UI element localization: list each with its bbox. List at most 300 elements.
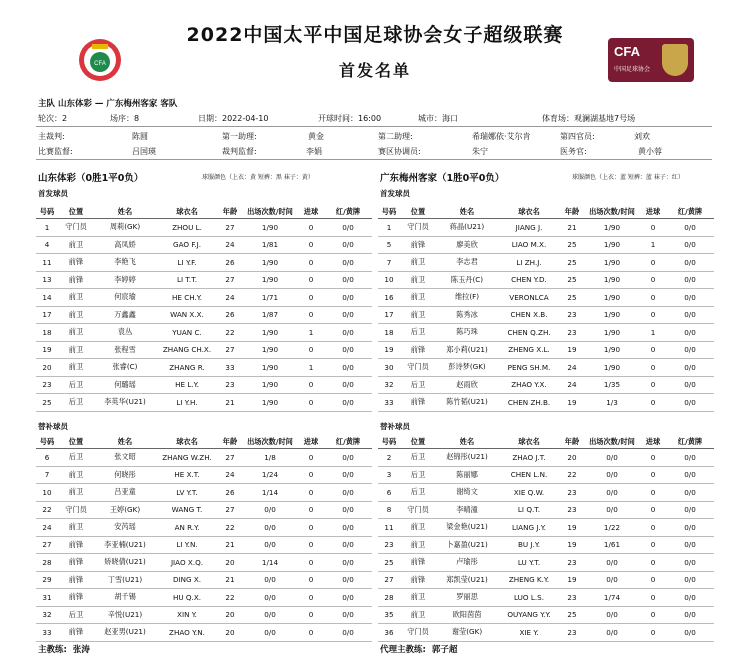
- col-jersey-name: WAN X.X.: [156, 306, 218, 324]
- table-row: [378, 501, 714, 519]
- col-goals: 0: [298, 571, 324, 589]
- col-jersey-name: JIAO X.Q.: [156, 554, 218, 572]
- col-name: 丁雪(U21): [94, 571, 156, 589]
- col-apps: 1/90: [242, 254, 298, 272]
- col-jersey-name: XIN Y.: [156, 606, 218, 624]
- col-name: 郑小莉(U21): [436, 341, 498, 359]
- col-goals: 0: [298, 484, 324, 502]
- col-goals: 0: [640, 394, 666, 412]
- table-row: [378, 589, 714, 607]
- col-age: 23: [560, 324, 584, 342]
- col-apps: 1/90: [242, 341, 298, 359]
- col-apps: 1/90: [242, 376, 298, 394]
- col-apps: 0/0: [584, 624, 640, 642]
- col-jersey-name: HE CH.Y.: [156, 289, 218, 307]
- col-position: 前卫: [400, 606, 436, 624]
- col-cards: 0/0: [666, 236, 714, 254]
- col-apps: 0/0: [242, 624, 298, 642]
- col-number: 6: [378, 484, 400, 502]
- away-coach-name: 郭子超: [431, 645, 458, 655]
- col-cards: 0/0: [666, 306, 714, 324]
- home-away-line: 主队 山东体彩 — 广东梅州客家 客队: [38, 99, 178, 109]
- table-row: [36, 341, 372, 359]
- col-apps: 1/90: [242, 271, 298, 289]
- col-goals-header: 进球: [298, 206, 324, 219]
- col-number: 28: [36, 554, 58, 572]
- table-row: [36, 606, 372, 624]
- table-row: [378, 536, 714, 554]
- col-jersey-name: XIE Y.: [498, 624, 560, 642]
- col-cards: 0/0: [324, 359, 372, 377]
- col-cards: 0/0: [666, 589, 714, 607]
- col-apps: 1/90: [584, 306, 640, 324]
- col-apps: 0/0: [584, 554, 640, 572]
- col-cards: 0/0: [666, 554, 714, 572]
- col-goals: 0: [298, 519, 324, 537]
- page-title: 2022中国太平中国足球协会女子超级联赛: [186, 24, 564, 46]
- col-name: 卜嘉盈(U21): [436, 536, 498, 554]
- col-name: 陈秀冰: [436, 306, 498, 324]
- table-row: [378, 571, 714, 589]
- date-info: 日期：2022-04-10: [198, 114, 269, 123]
- col-age: 27: [218, 449, 242, 467]
- col-goals: 0: [640, 449, 666, 467]
- col-name: 李志君: [436, 254, 498, 272]
- home-starters-label: 首发球员: [38, 189, 68, 198]
- col-age: 23: [560, 484, 584, 502]
- col-apps: 0/0: [242, 571, 298, 589]
- col-position: 前卫: [58, 484, 94, 502]
- col-goals: 0: [640, 306, 666, 324]
- col-apps: 0/0: [584, 501, 640, 519]
- col-number: 27: [378, 571, 400, 589]
- kickoff-info: 开球时间：16:00: [318, 114, 382, 123]
- col-position: 前锋: [58, 554, 94, 572]
- col-cards: 0/0: [324, 484, 372, 502]
- col-cards: 0/0: [666, 466, 714, 484]
- col-name: 王婷(GK): [94, 501, 156, 519]
- table-row: [36, 289, 372, 307]
- col-age: 27: [218, 341, 242, 359]
- col-name: 李亚楠(U21): [94, 536, 156, 554]
- col-name-header: 姓名: [436, 206, 498, 219]
- col-name: 李晴潼: [436, 501, 498, 519]
- col-position: 后卫: [400, 376, 436, 394]
- col-name: 张睿(C): [94, 359, 156, 377]
- ar1-label: 第一助理:: [222, 132, 257, 141]
- col-number: 29: [36, 571, 58, 589]
- col-name: 卢瑜彤: [436, 554, 498, 572]
- col-cards: 0/0: [324, 271, 372, 289]
- col-position: 前锋: [400, 394, 436, 412]
- col-age: 27: [218, 219, 242, 237]
- home-kit-colors: 球服颜色（上衣：黄 短裤：黑 袜子：黄）: [202, 174, 314, 181]
- col-cards: 0/0: [666, 394, 714, 412]
- table-row: [378, 394, 714, 412]
- col-goals: 0: [298, 271, 324, 289]
- col-goals: 0: [298, 306, 324, 324]
- col-age: 26: [218, 254, 242, 272]
- col-name: 赵亚男(U21): [94, 624, 156, 642]
- col-number: 30: [378, 359, 400, 377]
- col-apps: 1/90: [242, 359, 298, 377]
- col-jersey-name: LI Q.T.: [498, 501, 560, 519]
- col-name: 欧阳茵茵: [436, 606, 498, 624]
- coordinator-name: 朱宁: [472, 147, 488, 156]
- col-position-header: 位置: [400, 436, 436, 449]
- col-age: 24: [560, 359, 584, 377]
- table-row: [36, 624, 372, 642]
- col-goals: 0: [298, 589, 324, 607]
- col-position: 前锋: [400, 554, 436, 572]
- table-row: [36, 271, 372, 289]
- col-position: 前锋: [58, 571, 94, 589]
- col-apps-header: 出场次数/时间: [584, 436, 640, 449]
- col-cards: 0/0: [324, 501, 372, 519]
- col-cards-header: 红/黄牌: [666, 436, 714, 449]
- col-cards: 0/0: [666, 536, 714, 554]
- col-cards: 0/0: [666, 219, 714, 237]
- col-cards: 0/0: [324, 449, 372, 467]
- away-coach-label: 代理主教练:: [380, 645, 426, 655]
- col-number: 18: [378, 324, 400, 342]
- col-cards: 0/0: [324, 254, 372, 272]
- col-number: 18: [36, 324, 58, 342]
- col-apps: 1/90: [242, 324, 298, 342]
- home-subs-table: [36, 436, 372, 642]
- col-goals: 0: [640, 484, 666, 502]
- commissioner-name: 吕国瑛: [132, 147, 156, 156]
- col-jersey-name-header: 球衣名: [156, 436, 218, 449]
- fourth-official-name: 刘欢: [634, 132, 650, 141]
- col-position: 前锋: [400, 236, 436, 254]
- col-name: 郑凯莹(U21): [436, 571, 498, 589]
- col-jersey-name: CHEN X.B.: [498, 306, 560, 324]
- ar2-name: 希瑞娜依·艾尔肯: [472, 132, 531, 141]
- col-position-header: 位置: [400, 206, 436, 219]
- col-name: 李婷婷: [94, 271, 156, 289]
- table-row: [378, 519, 714, 537]
- col-goals: 0: [298, 501, 324, 519]
- col-jersey-name: HE X.T.: [156, 466, 218, 484]
- col-goals: 1: [298, 324, 324, 342]
- col-cards: 0/0: [666, 519, 714, 537]
- col-age: 19: [560, 394, 584, 412]
- col-jersey-name: LU Y.T.: [498, 554, 560, 572]
- col-apps: 1/90: [242, 219, 298, 237]
- col-position: 后卫: [58, 449, 94, 467]
- cfa-logo-text: CFA: [614, 44, 640, 59]
- match-no-info: 场序：8: [110, 114, 140, 123]
- col-cards: 0/0: [666, 606, 714, 624]
- away-starters-table: [378, 206, 714, 412]
- col-cards: 0/0: [666, 449, 714, 467]
- col-goals: 0: [640, 376, 666, 394]
- table-row: [378, 324, 714, 342]
- col-apps-header: 出场次数/时间: [584, 206, 640, 219]
- col-number: 10: [378, 271, 400, 289]
- table-row: [36, 219, 372, 237]
- col-jersey-name: LIANG J.Y.: [498, 519, 560, 537]
- col-jersey-name: LI Y.H.: [156, 394, 218, 412]
- col-name-header: 姓名: [436, 436, 498, 449]
- col-goals: 0: [640, 289, 666, 307]
- col-number: 25: [36, 394, 58, 412]
- col-jersey-name: CHEN Q.ZH.: [498, 324, 560, 342]
- col-jersey-name: CHEN Y.D.: [498, 271, 560, 289]
- col-cards: 0/0: [324, 624, 372, 642]
- col-cards: 0/0: [666, 271, 714, 289]
- col-age-header: 年龄: [560, 436, 584, 449]
- col-apps: 1/61: [584, 536, 640, 554]
- col-goals: 1: [640, 236, 666, 254]
- col-position: 前卫: [400, 289, 436, 307]
- col-age: 33: [218, 359, 242, 377]
- col-apps: 1/35: [584, 376, 640, 394]
- col-goals-header: 进球: [298, 436, 324, 449]
- col-apps: 1/3: [584, 394, 640, 412]
- col-apps: 1/90: [584, 324, 640, 342]
- col-name-header: 姓名: [94, 206, 156, 219]
- col-goals: 0: [298, 554, 324, 572]
- col-cards-header: 红/黄牌: [666, 206, 714, 219]
- col-jersey-name: PENG SH.M.: [498, 359, 560, 377]
- divider: [36, 159, 712, 160]
- col-number: 25: [378, 554, 400, 572]
- col-number: 36: [378, 624, 400, 642]
- col-apps: 1/90: [584, 236, 640, 254]
- col-cards: 0/0: [666, 571, 714, 589]
- cfa-league-logo: [608, 38, 694, 82]
- col-apps: 0/0: [242, 606, 298, 624]
- col-age-header: 年龄: [560, 206, 584, 219]
- col-goals: 0: [640, 254, 666, 272]
- col-position: 前卫: [400, 589, 436, 607]
- away-starters-label: 首发球员: [380, 189, 410, 198]
- col-jersey-name: HU Q.X.: [156, 589, 218, 607]
- col-age: 24: [218, 466, 242, 484]
- col-name: 吕亚童: [94, 484, 156, 502]
- col-goals: 0: [298, 466, 324, 484]
- col-name: 何璐瑶: [94, 376, 156, 394]
- col-name: 胡千锡: [94, 589, 156, 607]
- col-goals: 0: [298, 254, 324, 272]
- col-cards: 0/0: [666, 376, 714, 394]
- table-row: [36, 501, 372, 519]
- col-goals: 0: [640, 554, 666, 572]
- col-apps: 1/71: [242, 289, 298, 307]
- col-position: 前卫: [58, 306, 94, 324]
- col-age: 21: [560, 219, 584, 237]
- home-subs-label: 替补球员: [38, 422, 68, 431]
- col-number-header: 号码: [36, 436, 58, 449]
- col-name: 蒋晶(U21): [436, 219, 498, 237]
- col-cards: 0/0: [324, 466, 372, 484]
- col-name: 陈玉丹(C): [436, 271, 498, 289]
- col-goals: 0: [298, 624, 324, 642]
- referee-label: 主裁判:: [38, 132, 65, 141]
- table-row: [378, 466, 714, 484]
- round-info: 轮次：2: [38, 114, 68, 123]
- col-name: 谢莹(GK): [436, 624, 498, 642]
- col-number: 14: [36, 289, 58, 307]
- col-apps: 1/90: [584, 219, 640, 237]
- col-jersey-name: WANG T.: [156, 501, 218, 519]
- col-apps: 1/90: [584, 271, 640, 289]
- table-header-row: [36, 436, 372, 449]
- col-position: 前卫: [58, 466, 94, 484]
- col-age: 25: [560, 271, 584, 289]
- col-jersey-name: LI Y.N.: [156, 536, 218, 554]
- col-goals: 0: [640, 589, 666, 607]
- referee-name: 陈圆: [132, 132, 148, 141]
- table-row: [36, 324, 372, 342]
- col-position: 守门员: [400, 501, 436, 519]
- col-name: 万鑫鑫: [94, 306, 156, 324]
- col-jersey-name: OUYANG Y.Y.: [498, 606, 560, 624]
- col-position-header: 位置: [58, 206, 94, 219]
- col-jersey-name: ZHANG W.ZH.: [156, 449, 218, 467]
- col-jersey-name: YUAN C.: [156, 324, 218, 342]
- table-row: [378, 376, 714, 394]
- col-cards-header: 红/黄牌: [324, 206, 372, 219]
- col-cards: 0/0: [324, 341, 372, 359]
- col-apps: 1/90: [242, 394, 298, 412]
- col-jersey-name: VERONLCA: [498, 289, 560, 307]
- col-goals: 0: [640, 219, 666, 237]
- col-jersey-name: JIANG J.: [498, 219, 560, 237]
- col-age: 19: [560, 571, 584, 589]
- away-subs-label: 替补球员: [380, 422, 410, 431]
- col-number: 19: [36, 341, 58, 359]
- col-name: 赵锦彤(U21): [436, 449, 498, 467]
- col-goals: 0: [640, 536, 666, 554]
- col-goals: 0: [640, 606, 666, 624]
- col-name: 何晓彤: [94, 466, 156, 484]
- col-number: 16: [378, 289, 400, 307]
- col-number: 27: [36, 536, 58, 554]
- table-row: [378, 606, 714, 624]
- col-name: 辛悦(U21): [94, 606, 156, 624]
- home-coach: [38, 643, 90, 655]
- col-number: 32: [378, 376, 400, 394]
- col-age: 23: [560, 624, 584, 642]
- ref-assessor-name: 李娟: [306, 147, 322, 156]
- table-header-row: [378, 206, 714, 219]
- col-number: 8: [378, 501, 400, 519]
- col-apps-header: 出场次数/时间: [242, 206, 298, 219]
- table-row: [378, 449, 714, 467]
- cfa-logo-subtext: 中国足球协会: [614, 66, 651, 73]
- col-apps: 1/8: [242, 449, 298, 467]
- col-goals: 0: [298, 376, 324, 394]
- col-name: 高凤娇: [94, 236, 156, 254]
- col-jersey-name-header: 球衣名: [498, 206, 560, 219]
- page-subtitle: 首发名单: [338, 61, 411, 80]
- table-row: [36, 449, 372, 467]
- col-jersey-name: LI Y.F.: [156, 254, 218, 272]
- ref-assessor-label: 裁判监督:: [222, 147, 257, 156]
- col-goals: 0: [298, 289, 324, 307]
- col-apps: 1/14: [242, 554, 298, 572]
- table-header-row: [378, 436, 714, 449]
- col-name: 张文昭: [94, 449, 156, 467]
- table-row: [378, 554, 714, 572]
- table-row: [36, 254, 372, 272]
- table-row: [36, 484, 372, 502]
- col-position: 守门员: [400, 359, 436, 377]
- col-cards: 0/0: [666, 254, 714, 272]
- col-apps: 1/74: [584, 589, 640, 607]
- col-goals: 0: [298, 536, 324, 554]
- col-apps: 0/0: [584, 466, 640, 484]
- table-row: [36, 589, 372, 607]
- col-position: 前锋: [58, 254, 94, 272]
- col-age: 19: [560, 536, 584, 554]
- col-jersey-name: LI ZH.J.: [498, 254, 560, 272]
- col-apps: 0/0: [584, 484, 640, 502]
- ar2-label: 第二助理:: [378, 132, 413, 141]
- col-position: 前锋: [58, 536, 94, 554]
- table-row: [36, 466, 372, 484]
- col-number: 17: [36, 306, 58, 324]
- col-goals: 0: [640, 519, 666, 537]
- col-goals: 0: [640, 466, 666, 484]
- col-apps: 1/90: [584, 254, 640, 272]
- col-name: 周莉(GK): [94, 219, 156, 237]
- col-jersey-name: LIAO M.X.: [498, 236, 560, 254]
- home-coach-name: 张涛: [72, 645, 90, 655]
- col-age: 24: [560, 376, 584, 394]
- col-age: 21: [218, 536, 242, 554]
- col-jersey-name-header: 球衣名: [498, 436, 560, 449]
- venue-info: 体育场：观澜湖基地7号场: [542, 114, 636, 123]
- col-age: 21: [218, 571, 242, 589]
- col-age: 24: [218, 236, 242, 254]
- col-number: 32: [36, 606, 58, 624]
- away-kit-colors: 球服颜色（上衣：蓝 短裤：蓝 袜子：红）: [572, 174, 684, 181]
- col-age: 19: [560, 341, 584, 359]
- col-cards: 0/0: [324, 519, 372, 537]
- col-position: 守门员: [400, 624, 436, 642]
- col-name: 谢绮文: [436, 484, 498, 502]
- col-position: 前锋: [400, 571, 436, 589]
- table-row: [378, 359, 714, 377]
- col-name: 安芮瑶: [94, 519, 156, 537]
- col-position: 前卫: [400, 536, 436, 554]
- col-position: 后卫: [400, 466, 436, 484]
- table-row: [36, 536, 372, 554]
- col-goals-header: 进球: [640, 436, 666, 449]
- col-goals: 1: [640, 324, 666, 342]
- col-number-header: 号码: [36, 206, 58, 219]
- col-age-header: 年龄: [218, 206, 242, 219]
- col-cards: 0/0: [666, 501, 714, 519]
- col-name: 罗丽思: [436, 589, 498, 607]
- col-position: 前锋: [58, 589, 94, 607]
- col-jersey-name: HE L.Y.: [156, 376, 218, 394]
- col-age: 27: [218, 501, 242, 519]
- col-cards: 0/0: [324, 324, 372, 342]
- col-cards: 0/0: [324, 289, 372, 307]
- col-jersey-name: ZHENG K.Y.: [498, 571, 560, 589]
- table-row: [378, 306, 714, 324]
- col-age: 22: [218, 589, 242, 607]
- col-number: 35: [378, 606, 400, 624]
- col-age: 20: [218, 606, 242, 624]
- col-position: 前卫: [400, 254, 436, 272]
- col-name: 廖美欣: [436, 236, 498, 254]
